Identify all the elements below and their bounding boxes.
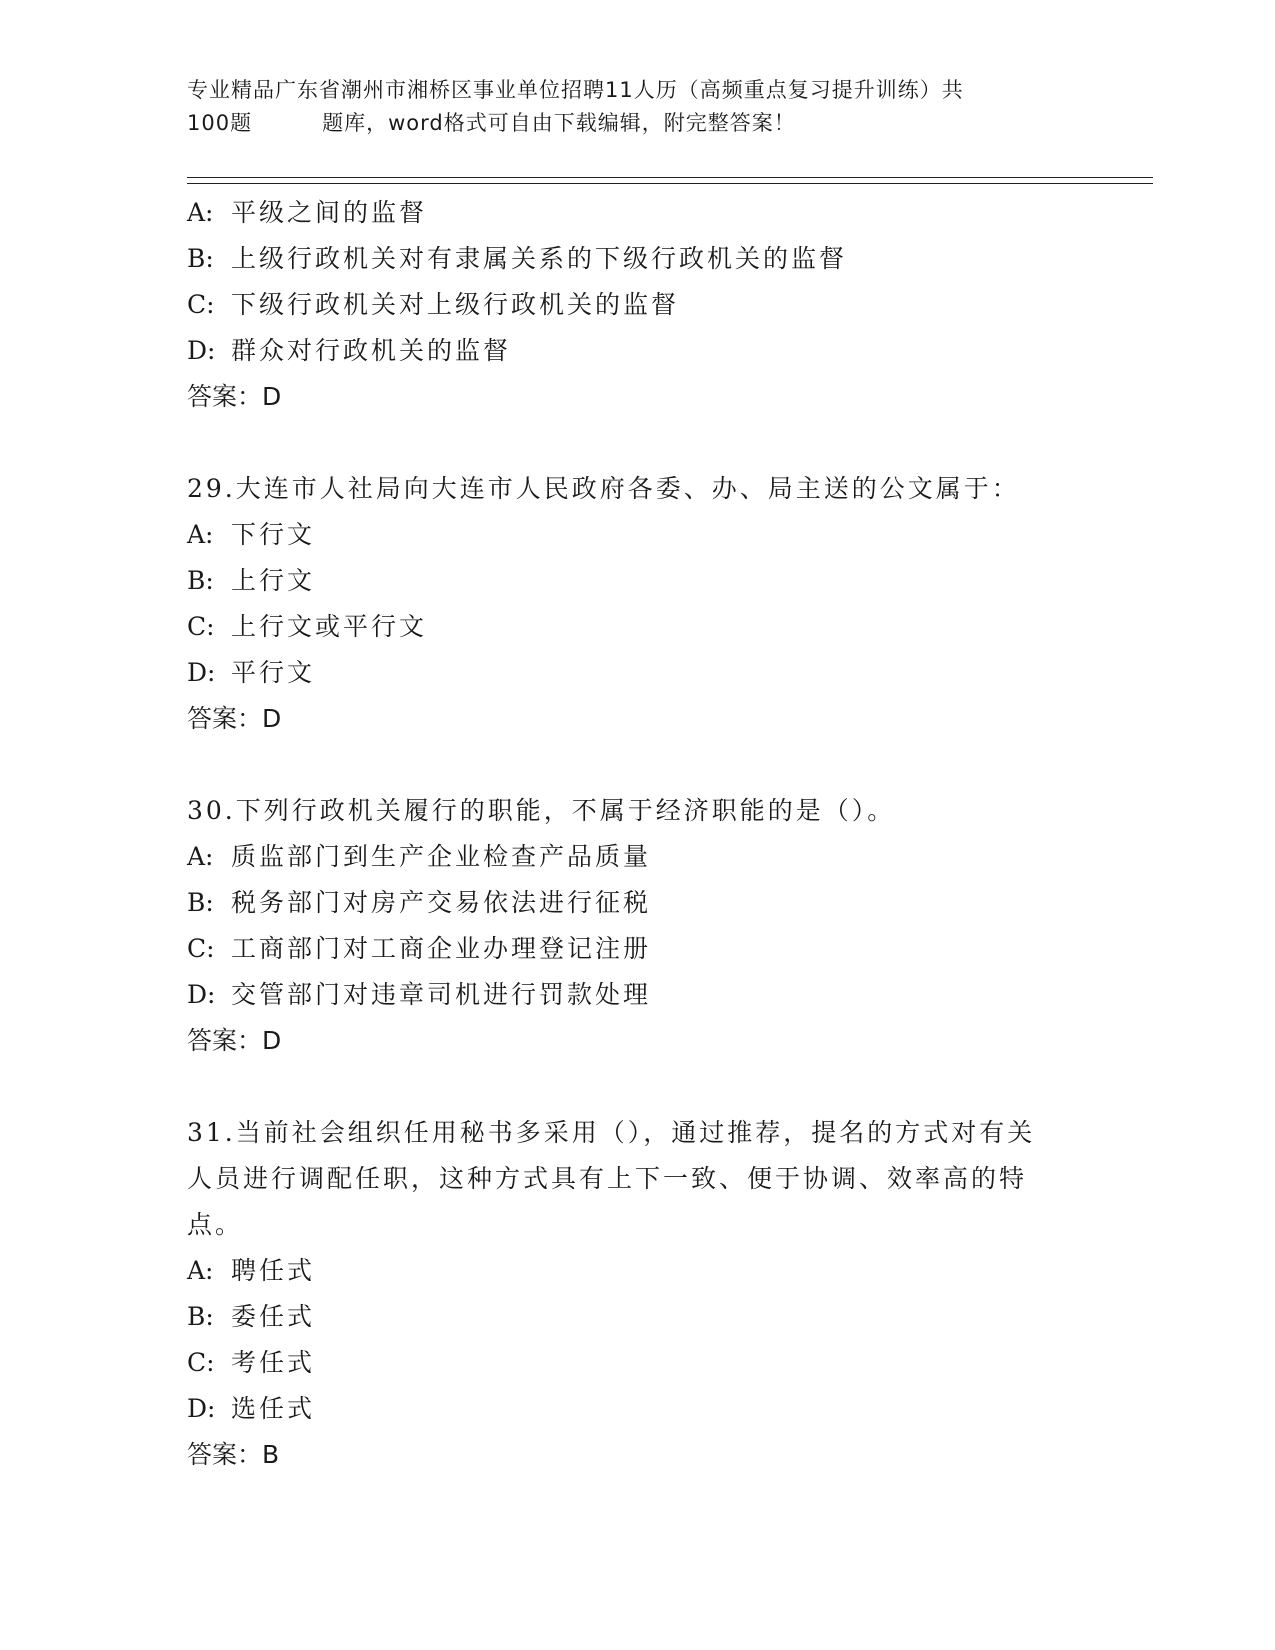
answer-line: 答案：B — [187, 1440, 280, 1469]
header-line-2 — [187, 107, 1087, 140]
header-description: 题库，word格式可自由下载编辑，附完整答案！ — [322, 111, 796, 135]
question-stem-line-2: 人员进行调配任职，这种方式具有上下一致、便于协调、效率高的特 — [187, 1164, 1028, 1193]
answer-line: 答案：D — [187, 704, 282, 733]
option-c: C: 下级行政机关对上级行政机关的监督 — [187, 290, 680, 319]
option-a: A: 下行文 — [187, 520, 316, 549]
question-stem-line-1: 31.当前社会组织任用秘书多采用（），通过推荐，提名的方式对有关 — [187, 1118, 1036, 1147]
option-a: A: 平级之间的监督 — [187, 198, 428, 227]
option-b: B: 上级行政机关对有隶属关系的下级行政机关的监督 — [187, 244, 848, 273]
question-stem-line-3: 点。 — [187, 1210, 244, 1239]
option-d: D: 选任式 — [187, 1394, 316, 1423]
question-stem: 29.大连市人社局向大连市人民政府各委、办、局主送的公文属于： — [187, 474, 1020, 503]
header-divider-bottom — [187, 183, 1153, 184]
question-31 — [187, 1110, 1087, 1478]
option-a: A: 质监部门到生产企业检查产品质量 — [187, 842, 652, 871]
option-d: D: 交管部门对违章司机进行罚款处理 — [187, 980, 652, 1009]
option-b: B: 税务部门对房产交易依法进行征税 — [187, 888, 652, 917]
question-28-continued — [187, 190, 1087, 420]
header-line-1: 专业精品广东省潮州市湘桥区事业单位招聘11人历（高频重点复习提升训练）共 — [187, 78, 964, 102]
option-c: C: 上行文或平行文 — [187, 612, 428, 641]
option-d: D: 群众对行政机关的监督 — [187, 336, 512, 365]
option-c: C: 工商部门对工商企业办理登记注册 — [187, 934, 652, 963]
option-d: D: 平行文 — [187, 658, 316, 687]
header-count: 100题 — [187, 111, 253, 135]
option-a: A: 聘任式 — [187, 1256, 316, 1285]
option-b: B: 委任式 — [187, 1302, 316, 1331]
question-30 — [187, 788, 1087, 1064]
option-c: C: 考任式 — [187, 1348, 316, 1377]
question-list — [187, 190, 1087, 1478]
answer-line: 答案：D — [187, 1026, 282, 1055]
question-29 — [187, 466, 1087, 742]
question-stem: 30.下列行政机关履行的职能，不属于经济职能的是（）。 — [187, 796, 896, 825]
document-header — [187, 74, 1087, 140]
header-divider-top — [187, 177, 1153, 178]
answer-line: 答案：D — [187, 382, 282, 411]
option-b: B: 上行文 — [187, 566, 316, 595]
